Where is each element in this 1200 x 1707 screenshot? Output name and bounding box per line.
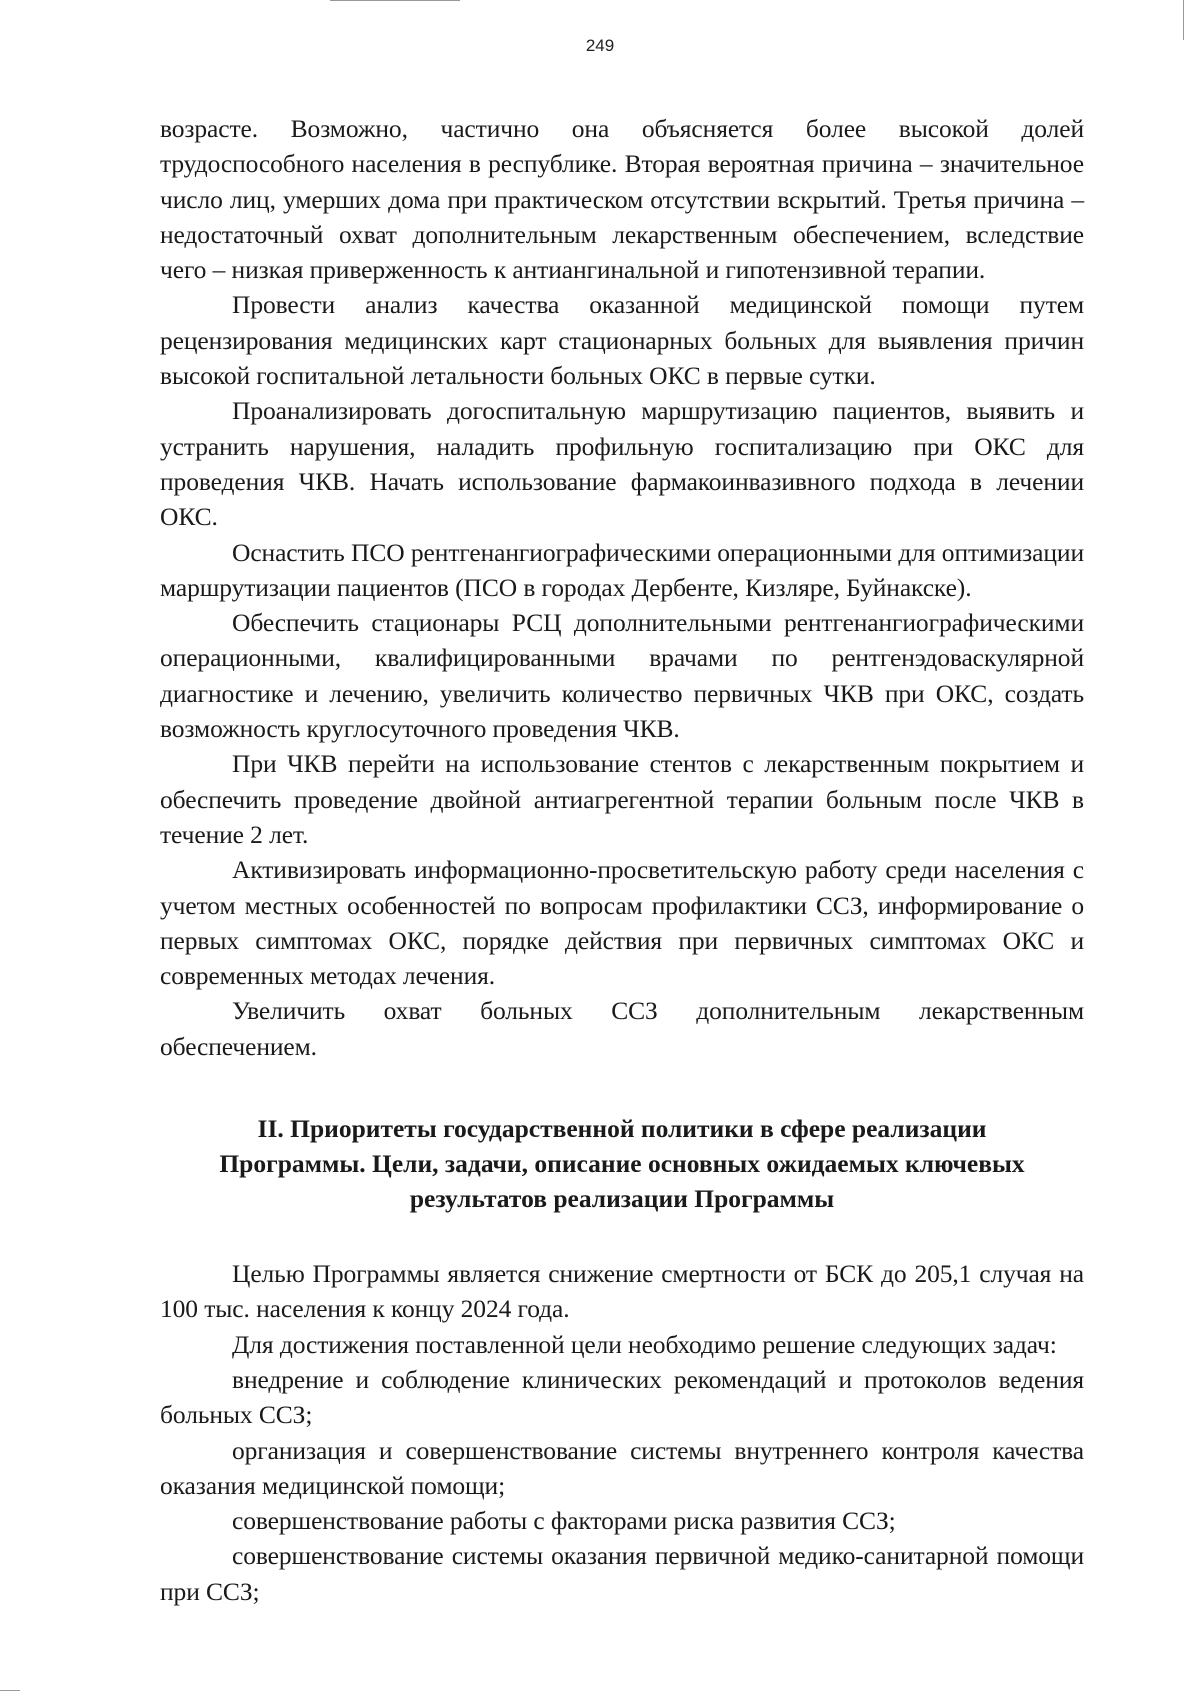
section-heading (160, 1111, 1084, 1216)
task-item-guidelines: внедрение и соблюдение клинических рекомендаций и протоколов ведения больных ССЗ; (160, 1364, 1084, 1430)
scan-artifact-bottom-left (0, 1690, 20, 1691)
scan-artifact-top-line (330, 0, 460, 1)
paragraph-equip-pso: Оснастить ПСО рентгенангиографическими операционными для оптимизации маршрутизации пациентов (ПСО в городах Дербенте, Кизляре, Буйнакске). (160, 537, 1084, 602)
task-item-quality-control: организация и совершенствование системы внутреннего контроля качества оказания медицинской помощи; (160, 1435, 1084, 1500)
paragraph-stents: При ЧКВ перейти на использование стентов с лекарственным покрытием и обеспечить проведение двойной антиагрегентной терапии больным после ЧКВ в течение 2 лет. (160, 749, 1084, 849)
section-heading-line-3: результатов реализации Программы (409, 1184, 835, 1214)
section-heading-line-1: II. Приоритеты государственной политики в сфере реализации (257, 1114, 987, 1144)
paragraph-analysis: Провести анализ качества оказанной медицинской помощи путем рецензирования медицинских карт стационарных больных для выявления причин высокой госпитальной летальности больных ОКС в первые сутки. (160, 290, 1084, 391)
document-body (160, 111, 1084, 1609)
section-heading-line-2: Программы. Цели, задачи, описание основных ожидаемых ключевых (219, 1149, 1025, 1179)
paragraph-intro: возрасте. Возможно, частично она объясняется более высокой долей трудоспособного населения в республике. Вторая вероятная причина – значительное число лиц, умерших дома при практическом отсутствии вскрытий. Третья причина – недостаточный охват дополнительным лекарственным обеспечением, вследствие чего – низкая приверженность к антиангинальной и гипотензивной терапии. (160, 114, 1084, 285)
page-number: 249 (585, 36, 615, 55)
paragraph-tasks-intro: Для достижения поставленной цели необходимо решение следующих задач: (232, 1329, 1057, 1359)
paragraph-coverage: Увеличить охват больных ССЗ дополнительным лекарственным обеспечением. (160, 996, 1084, 1061)
task-item-primary-care: совершенствование системы оказания первичной медико-санитарной помощи при ССЗ; (160, 1541, 1084, 1606)
paragraph-goal: Целью Программы является снижение смертности от БСК до 205,1 случая на 100 тыс. населения к концу 2024 года. (160, 1259, 1084, 1324)
task-item-risk-factors: совершенствование работы с факторами риска развития ССЗ; (232, 1506, 896, 1536)
paragraph-routing: Проанализировать догоспитальную маршрутизацию пациентов, выявить и устранить нарушения, наладить профильную госпитализацию при ОКС для проведения ЧКВ. Начать использование фармакоинвазивного подхода в лечении ОКС. (160, 396, 1084, 532)
scan-artifact-right-line (1183, 0, 1184, 40)
paragraph-equip-rsc: Обеспечить стационары РСЦ дополнительными рентгенангиографическими операционными, квалифицированными врачами по рентгенэдоваскулярной диагностике и лечению, увеличить количество первичных ЧКВ при ОКС, создать возможность круглосуточного проведения ЧКВ. (160, 608, 1084, 744)
paragraph-awareness: Активизировать информационно-просветительскую работу среди населения с учетом местных особенностей по вопросам профилактики ССЗ, информирование о первых симптомах ОКС, порядке действия при первичных симптомах ОКС и современных методах лечения. (160, 855, 1084, 991)
